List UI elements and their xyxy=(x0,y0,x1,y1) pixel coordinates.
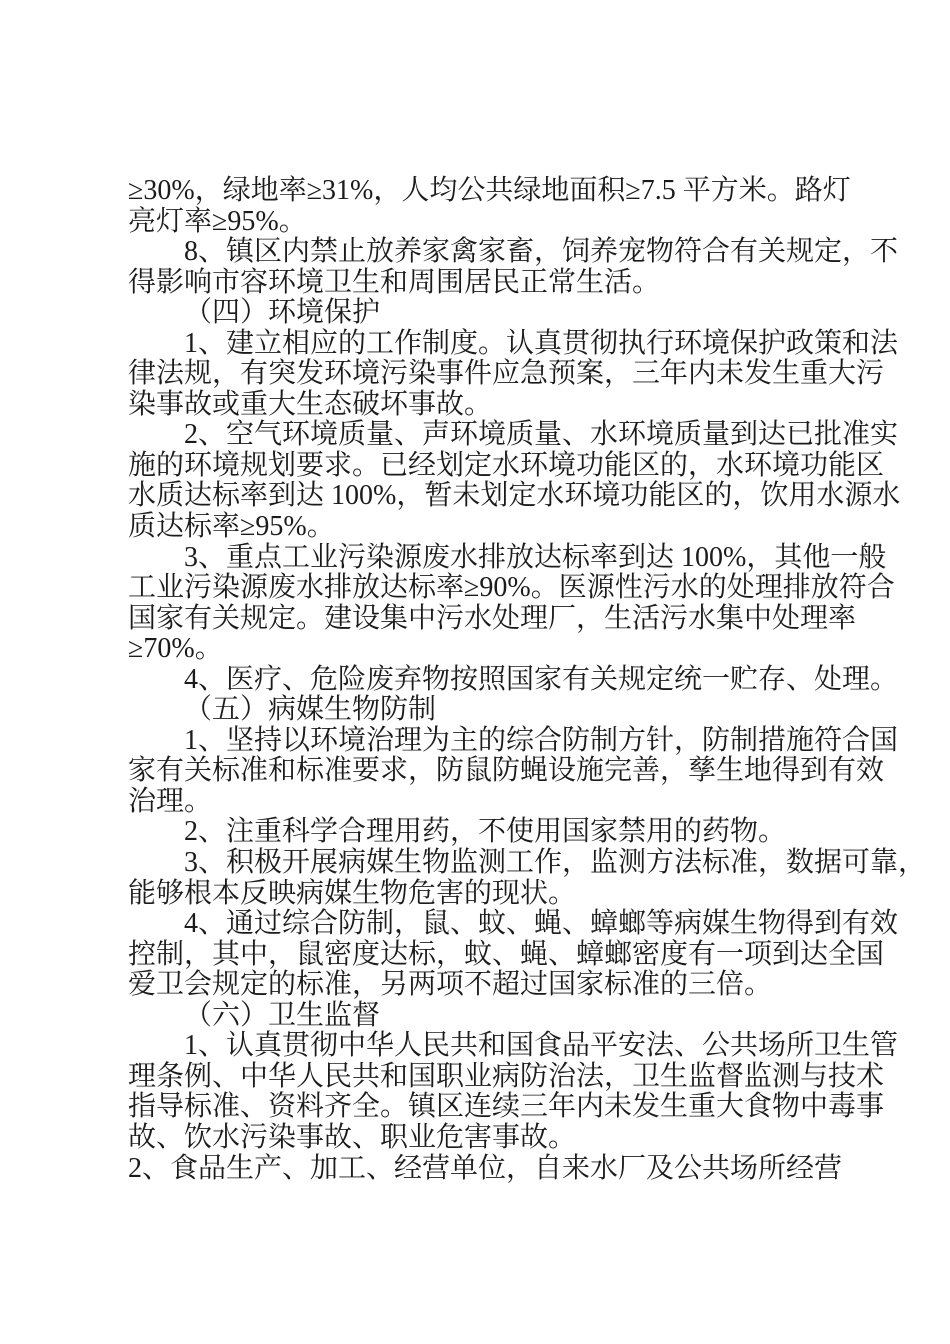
text-line: 得影响市容环境卫生和周围居民正常生活。 xyxy=(128,266,661,298)
text-line: 爱卫会规定的标准，另两项不超过国家标准的三倍。 xyxy=(128,969,773,1001)
text-line: ≥70%。 xyxy=(128,633,223,665)
text-line: 亮灯率≥95%。 xyxy=(128,205,307,237)
text-line: 指导标准、资料齐全。镇区连续三年内未发生重大食物中毒事 xyxy=(128,1091,885,1123)
text-line: 3、积极开展病媒生物监测工作，监测方法标准，数据可靠， xyxy=(184,847,927,879)
section-heading: （五）病媒生物防制 xyxy=(184,694,437,726)
text-line: 理条例、中华人民共和国职业病防治法，卫生监督监测与技术 xyxy=(128,1060,885,1092)
text-line: ≥30%，绿地率≥31%，人均公共绿地面积≥7.5 平方米。路灯 xyxy=(128,175,851,206)
text-line: 家有关标准和标准要求，防鼠防蝇设施完善，孳生地得到有效 xyxy=(128,755,885,787)
text-line: 2、食品生产、加工、经营单位，自来水厂及公共场所经营 xyxy=(128,1152,843,1184)
text-line: 1、认真贯彻中华人民共和国食品平安法、公共场所卫生管 xyxy=(184,1030,899,1062)
text-line: 3、重点工业污染源废水排放达标率到达 100%，其他一般 xyxy=(184,541,887,573)
document-text-block xyxy=(128,175,927,1184)
text-line: 控制，其中，鼠密度达标，蚊、蝇、蟑螂密度有一项到达全国 xyxy=(128,938,885,970)
text-line: 工业污染源废水排放达标率≥90%。医源性污水的处理排放符合 xyxy=(128,572,895,604)
text-line: 治理。 xyxy=(128,785,213,817)
text-line: 1、建立相应的工作制度。认真贯彻执行环境保护政策和法 xyxy=(184,327,899,359)
text-line: 4、医疗、危险废弃物按照国家有关规定统一贮存、处理。 xyxy=(184,663,899,695)
text-line: 4、通过综合防制，鼠、蚊、蝇、蟑螂等病媒生物得到有效 xyxy=(184,908,899,940)
text-line: 1、坚持以环境治理为主的综合防制方针，防制措施符合国 xyxy=(184,724,899,756)
section-heading: （四）环境保护 xyxy=(184,297,381,329)
text-line: 染事故或重大生态破坏事故。 xyxy=(128,388,493,420)
text-line: 2、空气环境质量、声环境质量、水环境质量到达已批准实 xyxy=(184,419,899,451)
text-line: 质达标率≥95%。 xyxy=(128,511,335,543)
text-line: 水质达标率到达 100%，暂未划定水环境功能区的，饮用水源水 xyxy=(128,480,901,512)
section-heading: （六）卫生监督 xyxy=(184,999,381,1031)
text-line: 国家有关规定。建设集中污水处理厂，生活污水集中处理率 xyxy=(128,602,857,634)
text-line: 能够根本反映病媒生物危害的现状。 xyxy=(128,877,577,909)
text-line: 施的环境规划要求。已经划定水环境功能区的，水环境功能区 xyxy=(128,449,885,481)
text-line: 8、镇区内禁止放养家禽家畜，饲养宠物符合有关规定，不 xyxy=(184,236,899,268)
text-line: 律法规，有突发环境污染事件应急预案，三年内未发生重大污 xyxy=(128,358,885,390)
text-line: 2、注重科学合理用药，不使用国家禁用的药物。 xyxy=(184,816,787,848)
text-line: 故、饮水污染事故、职业危害事故。 xyxy=(128,1121,577,1153)
